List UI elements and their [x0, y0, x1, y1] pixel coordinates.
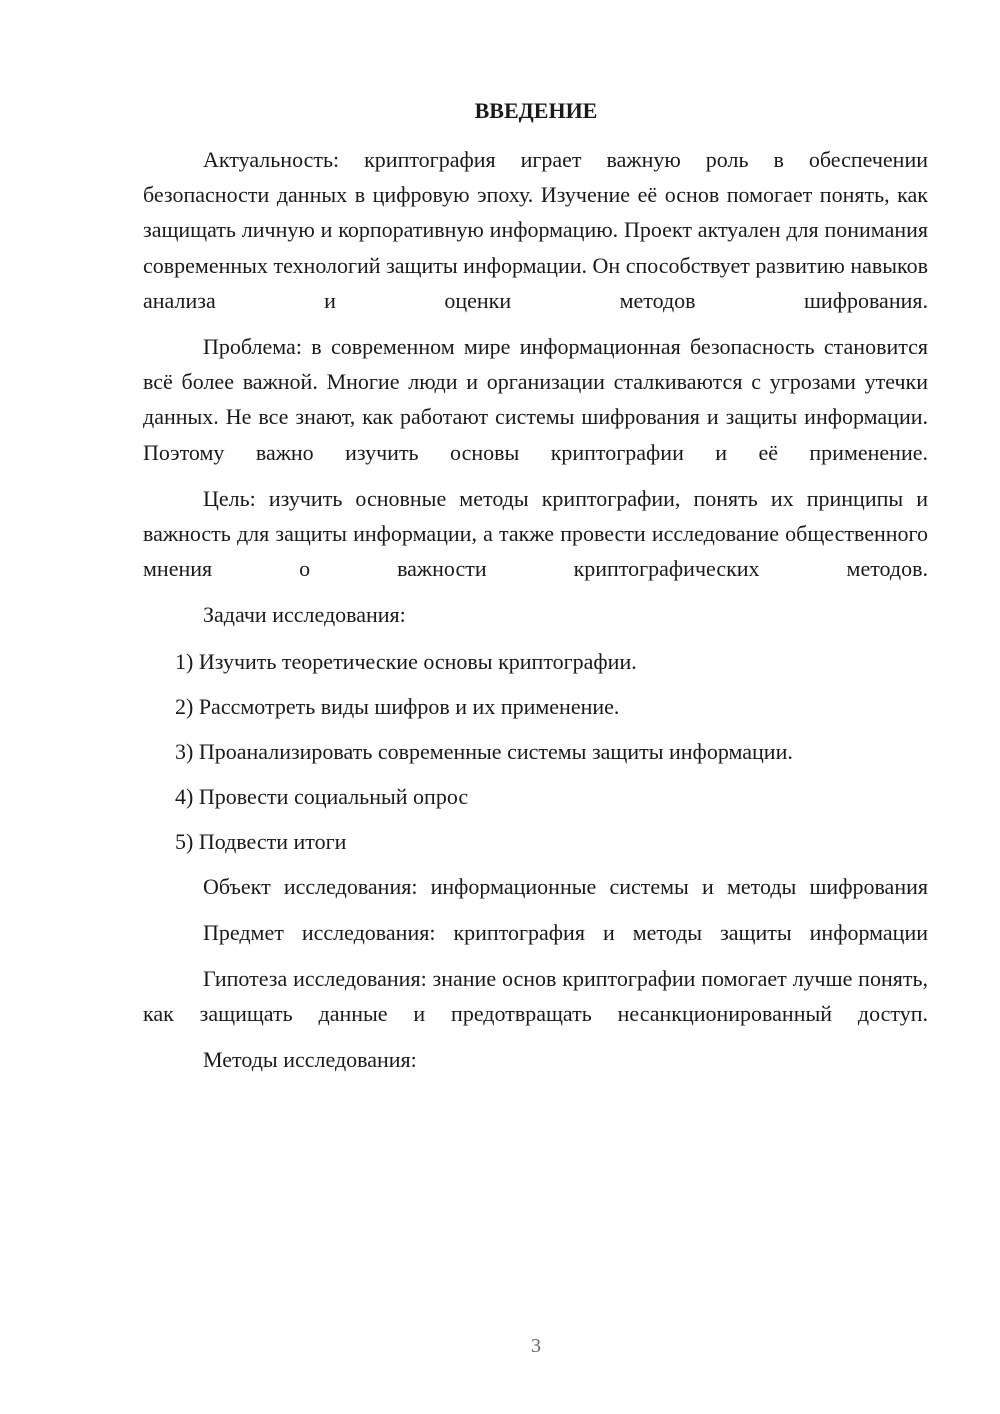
task-item: 3) Проанализировать современные системы защиты информации. [175, 738, 793, 764]
paragraph-relevance: Актуальность: криптография играет важную роль в обеспечении безопасности данных в цифровую эпоху. Изучение её основ помогает понять, как защищать личную и корпоративную информацию. Проект актуален для понимания современных технологий защиты информации. Он способствует развитию навыков анализа и оценки методов шифрования. [143, 147, 928, 313]
paragraph-hypothesis: Гипотеза исследования: знание основ криптографии помогает лучше понять, как защищать данные и предотвращать несанкционированный доступ. [143, 966, 928, 1027]
paragraph-methods: Методы исследования: [203, 1047, 417, 1073]
paragraph-goal: Цель: изучить основные методы криптографии, понять их принципы и важность для защиты информации, а также провести исследование общественного мнения о важности криптографических методов. [143, 485, 928, 582]
paragraph-tasks-heading: Задачи исследования: [203, 602, 406, 628]
section-title: ВВЕДЕНИЕ [474, 98, 598, 123]
task-item: 4) Провести социальный опрос [175, 783, 469, 809]
paragraph-problem: Проблема: в современном мире информационная безопасность становится всё более важной. Многие люди и организации сталкиваются с угрозами утечки данных. Не все знают, как работают системы шифрования и защиты информации. Поэтому важно изучить основы криптографии и её применение. [143, 334, 928, 465]
page-number: 3 [531, 1335, 541, 1357]
task-item: 1) Изучить теоретические основы криптографии. [175, 648, 637, 674]
paragraph-object: Объект исследования: информационные системы и методы шифрования [203, 873, 928, 899]
paragraph-subject: Предмет исследования: криптография и методы защиты информации [203, 919, 928, 945]
task-item: 5) Подвести итоги [175, 828, 347, 854]
task-item: 2) Рассмотреть виды шифров и их применение. [175, 693, 620, 719]
document-body [143, 142, 928, 1089]
